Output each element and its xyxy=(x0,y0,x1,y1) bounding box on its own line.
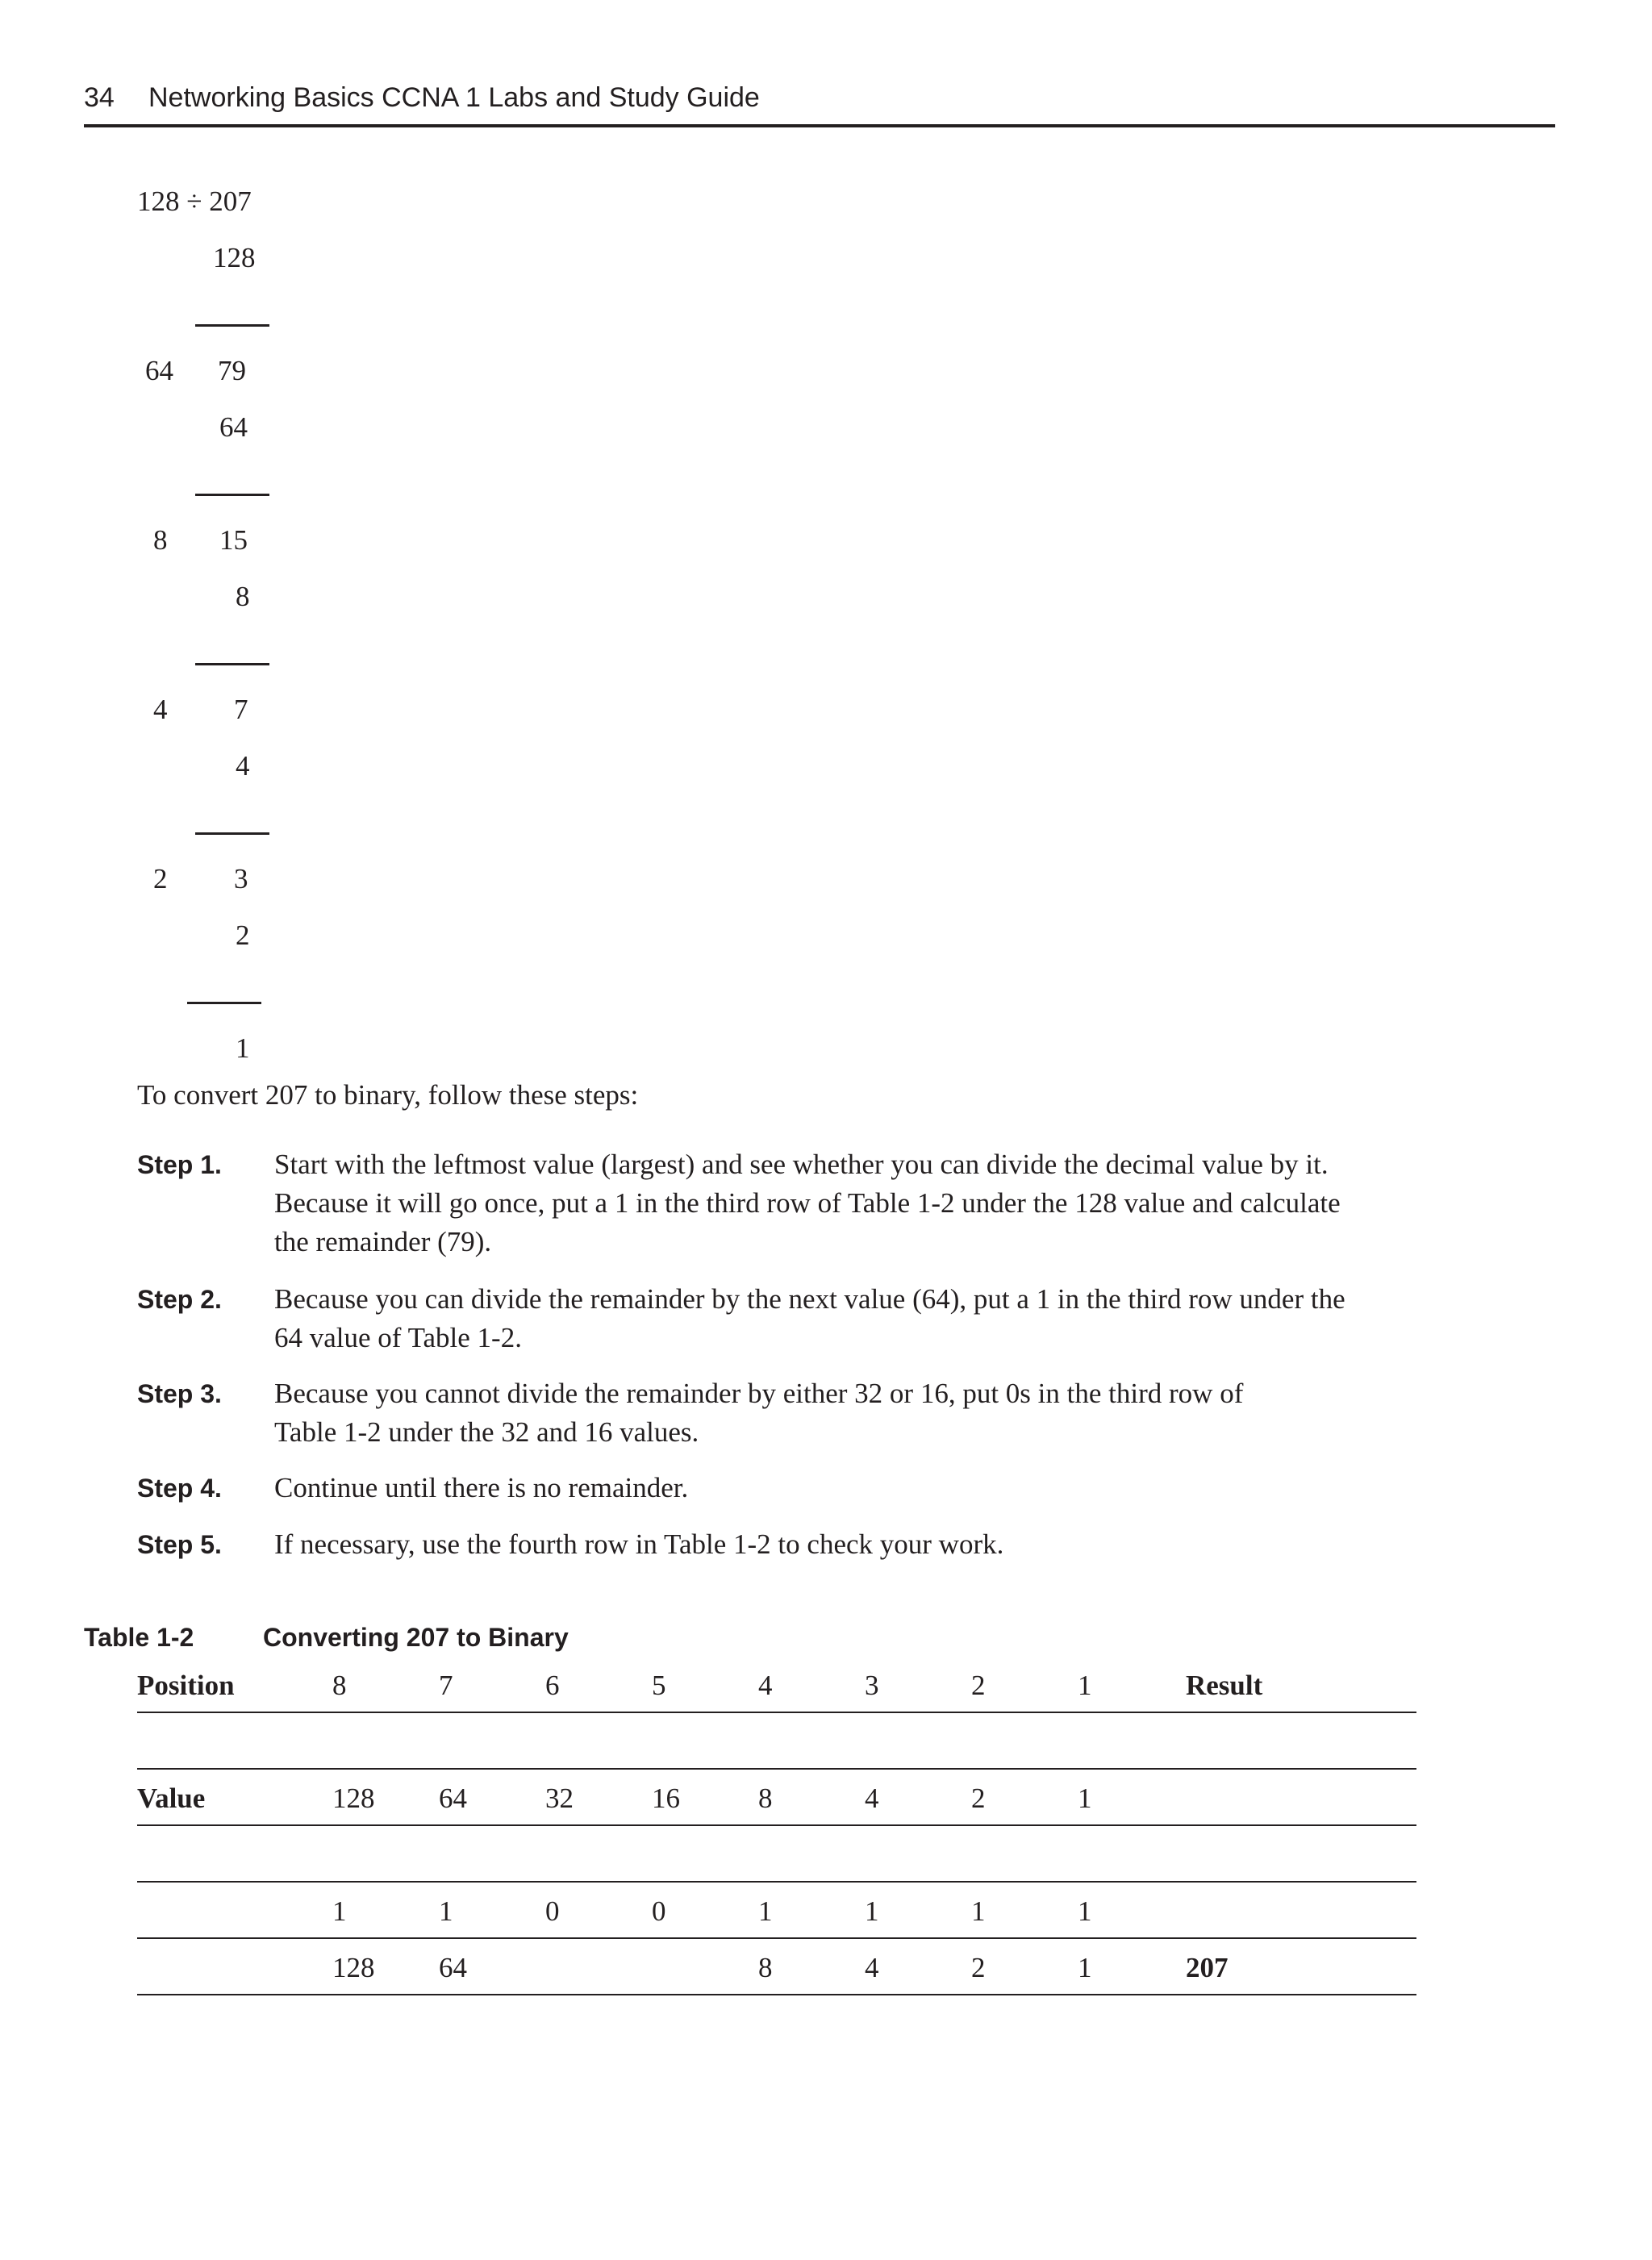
step-text xyxy=(274,1469,1565,1507)
division-subtract: 64 xyxy=(219,411,248,443)
table-cell: Value xyxy=(137,1783,206,1814)
table-rule xyxy=(137,1994,1416,1995)
table-header-cell: 4 xyxy=(758,1670,773,1701)
table-title: Converting 207 to Binary xyxy=(263,1623,569,1652)
table-cell: 2 xyxy=(971,1952,986,1983)
step-text xyxy=(274,1280,1565,1357)
table-cell: 1 xyxy=(1078,1783,1092,1814)
table-header-cell: 7 xyxy=(439,1670,453,1701)
table-cell: 32 xyxy=(545,1783,574,1814)
step-text xyxy=(274,1525,1565,1564)
table-cell: 1 xyxy=(1078,1952,1092,1983)
table-rule xyxy=(137,1937,1416,1939)
table-cell: 1 xyxy=(971,1895,986,1927)
table-cell: 64 xyxy=(439,1952,467,1983)
table-label: Table 1-2 xyxy=(84,1623,194,1652)
page-number: 34 xyxy=(84,82,115,113)
division-subtract: 2 xyxy=(236,919,250,951)
division-rule xyxy=(195,324,269,327)
step-line: the remainder (79). xyxy=(274,1226,492,1257)
table-header-cell: 6 xyxy=(545,1670,560,1701)
division-rule xyxy=(195,494,269,496)
division-subtract: 128 xyxy=(213,242,256,273)
division-first-line: 128 ÷ 207 xyxy=(137,186,252,217)
table-cell: 4 xyxy=(865,1952,879,1983)
table-header-cell: 8 xyxy=(332,1670,347,1701)
table-cell: 207 xyxy=(1186,1952,1229,1983)
division-divisor: 4 xyxy=(153,694,168,725)
table-cell: 4 xyxy=(865,1783,879,1814)
table-cell: 16 xyxy=(652,1783,680,1814)
table-cell: 64 xyxy=(439,1783,467,1814)
table-cell: 1 xyxy=(332,1895,347,1927)
division-final-remainder: 1 xyxy=(236,1032,250,1064)
table-cell: 8 xyxy=(758,1783,773,1814)
division-subtract: 8 xyxy=(236,581,250,612)
step-line: Continue until there is no remainder. xyxy=(274,1472,689,1503)
table-caption xyxy=(84,1623,569,1653)
table-cell: 1 xyxy=(865,1895,879,1927)
table-rule xyxy=(137,1712,1416,1713)
step-label: Step 4. xyxy=(137,1474,222,1503)
table-header-cell: 3 xyxy=(865,1670,879,1701)
division-rule xyxy=(187,1002,261,1004)
step-label: Step 3. xyxy=(137,1379,222,1408)
table-rule xyxy=(137,1881,1416,1883)
table-header-cell: 1 xyxy=(1078,1670,1092,1701)
table-header-cell: 2 xyxy=(971,1670,986,1701)
header-rule xyxy=(84,124,1555,127)
table-cell: 8 xyxy=(758,1952,773,1983)
division-rule xyxy=(195,663,269,665)
step-line: Because you cannot divide the remainder by either 32 or 16, put 0s in the third row of xyxy=(274,1378,1244,1409)
table-header-cell: Result xyxy=(1186,1670,1263,1701)
step-label: Step 5. xyxy=(137,1530,222,1559)
division-divisor: 8 xyxy=(153,524,168,556)
division-remainder: 7 xyxy=(234,694,248,725)
division-remainder: 15 xyxy=(219,524,248,556)
intro-paragraph: To convert 207 to binary, follow these steps: xyxy=(137,1079,639,1111)
step-line: If necessary, use the fourth row in Table 1-2 to check your work. xyxy=(274,1528,1004,1560)
step-line: Because you can divide the remainder by the next value (64), put a 1 in the third row under the xyxy=(274,1283,1345,1315)
step-text xyxy=(274,1145,1565,1261)
division-remainder: 79 xyxy=(218,355,246,386)
table-cell: 128 xyxy=(332,1952,375,1983)
table-cell: 0 xyxy=(652,1895,666,1927)
step-text xyxy=(274,1374,1565,1452)
division-divisor: 2 xyxy=(153,863,168,894)
step-line: Start with the leftmost value (largest) and see whether you can divide the decimal value by it. xyxy=(274,1149,1329,1180)
table-cell: 1 xyxy=(758,1895,773,1927)
running-header xyxy=(84,84,1555,111)
division-subtract: 4 xyxy=(236,750,250,782)
step-line: Because it will go once, put a 1 in the third row of Table 1-2 under the 128 value and calculate xyxy=(274,1187,1341,1219)
table-cell: 2 xyxy=(971,1783,986,1814)
division-rule xyxy=(195,832,269,835)
step-line: 64 value of Table 1-2. xyxy=(274,1322,522,1353)
step-label: Step 2. xyxy=(137,1285,222,1314)
table-rule xyxy=(137,1768,1416,1770)
book-title: Networking Basics CCNA 1 Labs and Study Guide xyxy=(148,82,760,113)
table-rule xyxy=(137,1824,1416,1826)
table-header-cell: 5 xyxy=(652,1670,666,1701)
table-cell: 1 xyxy=(439,1895,453,1927)
table-header-cell: Position xyxy=(137,1670,235,1701)
table-cell: 1 xyxy=(1078,1895,1092,1927)
table-cell: 128 xyxy=(332,1783,375,1814)
division-remainder: 3 xyxy=(234,863,248,894)
division-divisor: 64 xyxy=(145,355,173,386)
step-label: Step 1. xyxy=(137,1150,222,1179)
table-cell: 0 xyxy=(545,1895,560,1927)
step-line: Table 1-2 under the 32 and 16 values. xyxy=(274,1416,699,1448)
